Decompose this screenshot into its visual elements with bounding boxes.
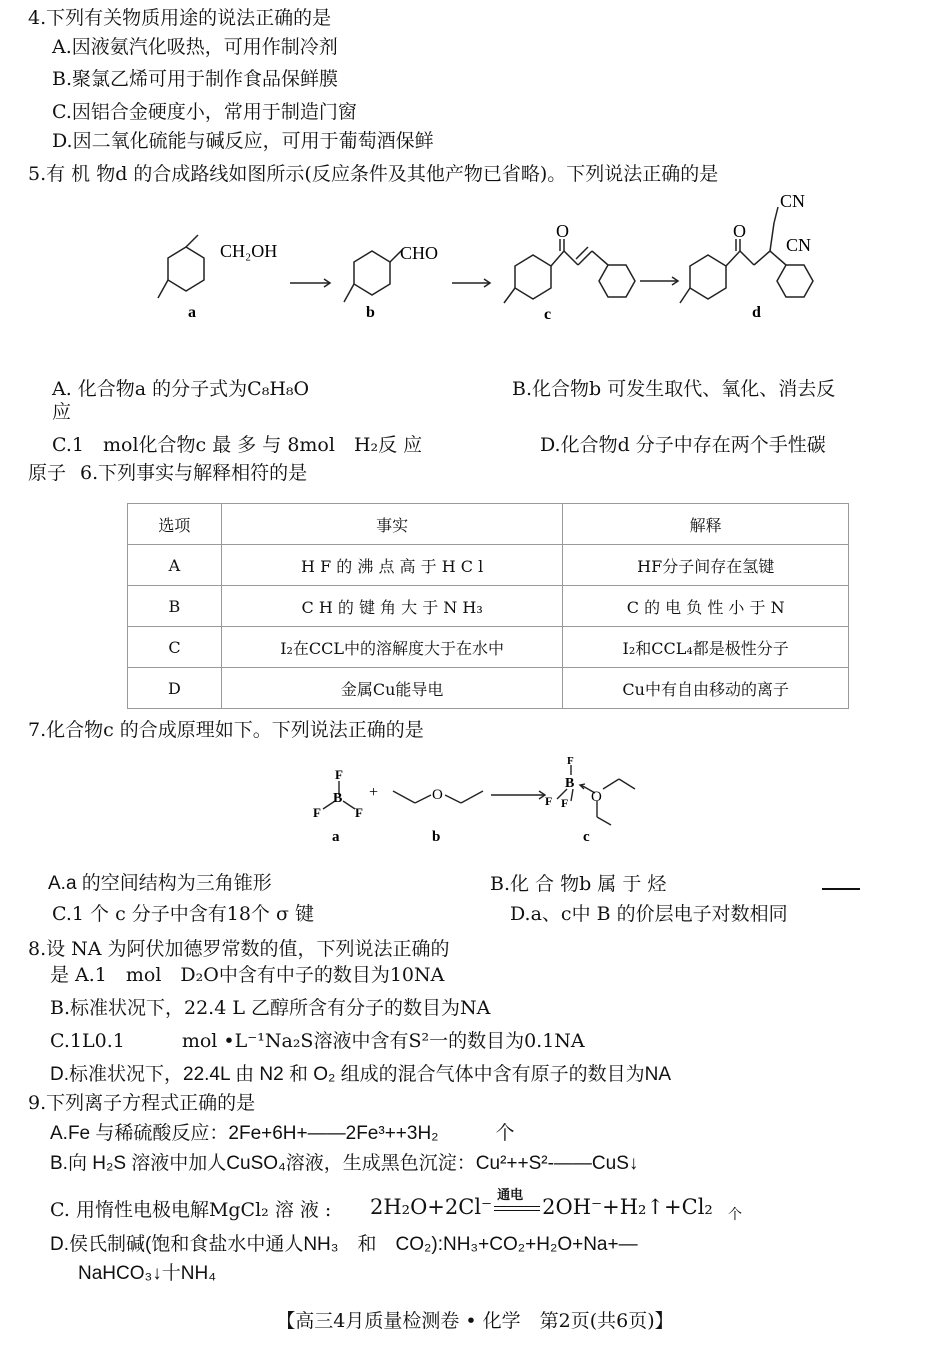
header-fact: 事实 xyxy=(221,504,563,545)
q5-option-c: C.1 mol化合物c 最 多 与 8mol H₂反 应 xyxy=(52,434,423,456)
q7-a-boron: B xyxy=(333,791,343,806)
q7-option-b: B.化 合 物b 属 于 烃 xyxy=(490,873,667,895)
q7-answer-blank xyxy=(822,888,860,890)
q5-label-a: a xyxy=(188,304,196,321)
q5-c-oxygen: O xyxy=(556,221,569,241)
page-footer: 【高三4月质量检测卷 • 化学 第2页(共6页)】 xyxy=(276,1310,674,1332)
q4-option-a: A.因液氨汽化吸热，可用作制冷剂 xyxy=(52,36,338,58)
cell-explanation: HF分子间存在氢键 xyxy=(563,545,849,586)
q7-a-f-left: F xyxy=(313,805,321,820)
cell-fact: 金属Cu能导电 xyxy=(221,668,563,709)
q5-d-cn: CN xyxy=(786,235,812,255)
q7-stem: 7.化合物c 的合成原理如下。下列说法正确的是 xyxy=(28,719,424,741)
q6-facts-table xyxy=(127,503,849,709)
q4-stem: 4.下列有关物质用途的说法正确的是 xyxy=(28,7,332,29)
q5-b-group: CHO xyxy=(400,243,439,263)
q7-a-f-top: F xyxy=(335,767,343,782)
header-explanation: 解释 xyxy=(563,504,849,545)
q5-option-a: A. 化合物a 的分子式为C₈H₈O xyxy=(52,378,310,400)
q9-option-c-text: C. 用惰性电极电解MgCl₂ 溶 液 : xyxy=(50,1199,332,1221)
equation-left: 2H₂O+2Cl⁻ xyxy=(370,1195,493,1219)
q5-d-cn-top: CN xyxy=(780,195,806,211)
q7-a-f-right: F xyxy=(355,805,363,820)
q8-option-c: C.1L0.1 mol •L⁻¹Na₂S溶液中含有S²一的数目为0.1NA xyxy=(50,1030,585,1052)
q5-option-d-continued: 原子 xyxy=(28,462,67,484)
q5-label-d: d xyxy=(752,304,761,321)
table-row xyxy=(128,545,849,586)
table-row xyxy=(128,627,849,668)
q7-c-oxygen: O xyxy=(591,789,602,805)
q7-label-c: c xyxy=(583,829,590,845)
cell-fact: H F 的 沸 点 高 于 H C l xyxy=(221,545,563,586)
q5-label-c: c xyxy=(544,306,552,323)
cell-option: D xyxy=(128,668,222,709)
electrolysis-condition: 通电 xyxy=(492,1200,542,1218)
q5-label-b: b xyxy=(366,304,375,321)
q6-stem: 6.下列事实与解释相符的是 xyxy=(80,462,308,484)
q7-c-f-left: F xyxy=(545,794,553,808)
q4-option-b: B.聚氯乙烯可用于制作食品保鲜膜 xyxy=(52,68,339,90)
cell-fact: I₂在CCL中的溶解度大于在水中 xyxy=(221,627,563,668)
q8-stem: 8.设 NA 为阿伏加德罗常数的值，下列说法正确的 xyxy=(28,938,450,960)
cell-explanation: I₂和CCL₄都是极性分子 xyxy=(563,627,849,668)
q7-option-d: D.a、c中 B 的价层电子对数相同 xyxy=(510,903,788,925)
q8-option-a: 是 A.1 mol D₂O中含有中子的数目为10NA xyxy=(50,964,445,986)
q7-plus: + xyxy=(369,784,379,801)
cell-option: B xyxy=(128,586,222,627)
q5-a-group: CH₂OH xyxy=(220,241,278,261)
q8-option-b: B.标准状况下，22.4 L 乙醇所含有分子的数目为NA xyxy=(50,997,491,1019)
cell-explanation: C 的 电 负 性 小 于 N xyxy=(563,586,849,627)
q7-b-oxygen: O xyxy=(432,787,443,803)
q4-option-d: D.因二氧化硫能与碱反应，可用于葡萄酒保鲜 xyxy=(52,130,434,152)
q9-option-a: A.Fe 与稀硫酸反应：2Fe+6H+——2Fe³++3H₂ 个 xyxy=(50,1123,515,1144)
cell-explanation: Cu中有自由移动的离子 xyxy=(563,668,849,709)
q7-label-b: b xyxy=(432,829,441,845)
cell-fact: C H 的 键 角 大 于 N H₃ xyxy=(221,586,563,627)
q8-option-d: D.标准状况下，22.4L 由 N2 和 O₂ 组成的混合气体中含有原子的数目为NA xyxy=(50,1064,672,1085)
table-header-row xyxy=(128,504,849,545)
header-option: 选项 xyxy=(128,504,222,545)
q7-option-c: C.1 个 c 分子中含有18个 σ 键 xyxy=(52,903,314,925)
q7-label-a: a xyxy=(332,829,340,845)
q5-option-b: B.化合物b 可发生取代、氧化、消去反 xyxy=(512,378,836,400)
table-row xyxy=(128,586,849,627)
q5-d-oxygen: O xyxy=(733,221,746,241)
q4-option-c: C.因铝合金硬度小，常用于制造门窗 xyxy=(52,101,357,123)
cell-option: A xyxy=(128,545,222,586)
q9-option-d-continued: NaHCO₃↓十NH₄ xyxy=(78,1263,216,1284)
q9-option-c-equation xyxy=(370,1187,713,1219)
q5-synthesis-scheme xyxy=(140,195,860,330)
table-row xyxy=(128,668,849,709)
q7-c-boron: B xyxy=(565,776,575,791)
q9-option-d: D.侯氏制碱(饱和食盐水中通人NH₃ 和 CO₂):NH₃+CO₂+H₂O+Na+— xyxy=(50,1234,638,1255)
q9-option-c-tail: 个 xyxy=(728,1207,742,1223)
q7-reaction-scheme xyxy=(305,755,655,850)
cell-option: C xyxy=(128,627,222,668)
q9-option-b: B.向 H₂S 溶液中加人CuSO₄溶液，生成黑色沉淀：Cu²++S²-——CuS↓ xyxy=(50,1153,639,1174)
q5-option-b-continued: 应 xyxy=(52,401,72,423)
equation-right: 2OH⁻+H₂↑+Cl₂ xyxy=(542,1195,713,1219)
q7-c-f-top: F xyxy=(567,755,574,767)
q7-c-f-right: F xyxy=(561,796,569,810)
q5-stem: 5.有 机 物d 的合成路线如图所示(反应条件及其他产物已省略)。下列说法正确的是 xyxy=(28,163,719,185)
q5-option-d: D.化合物d 分子中存在两个手性碳 xyxy=(540,434,826,456)
q7-option-a: A.a 的空间结构为三角锥形 xyxy=(48,873,272,894)
q9-stem: 9.下列离子方程式正确的是 xyxy=(28,1092,256,1114)
